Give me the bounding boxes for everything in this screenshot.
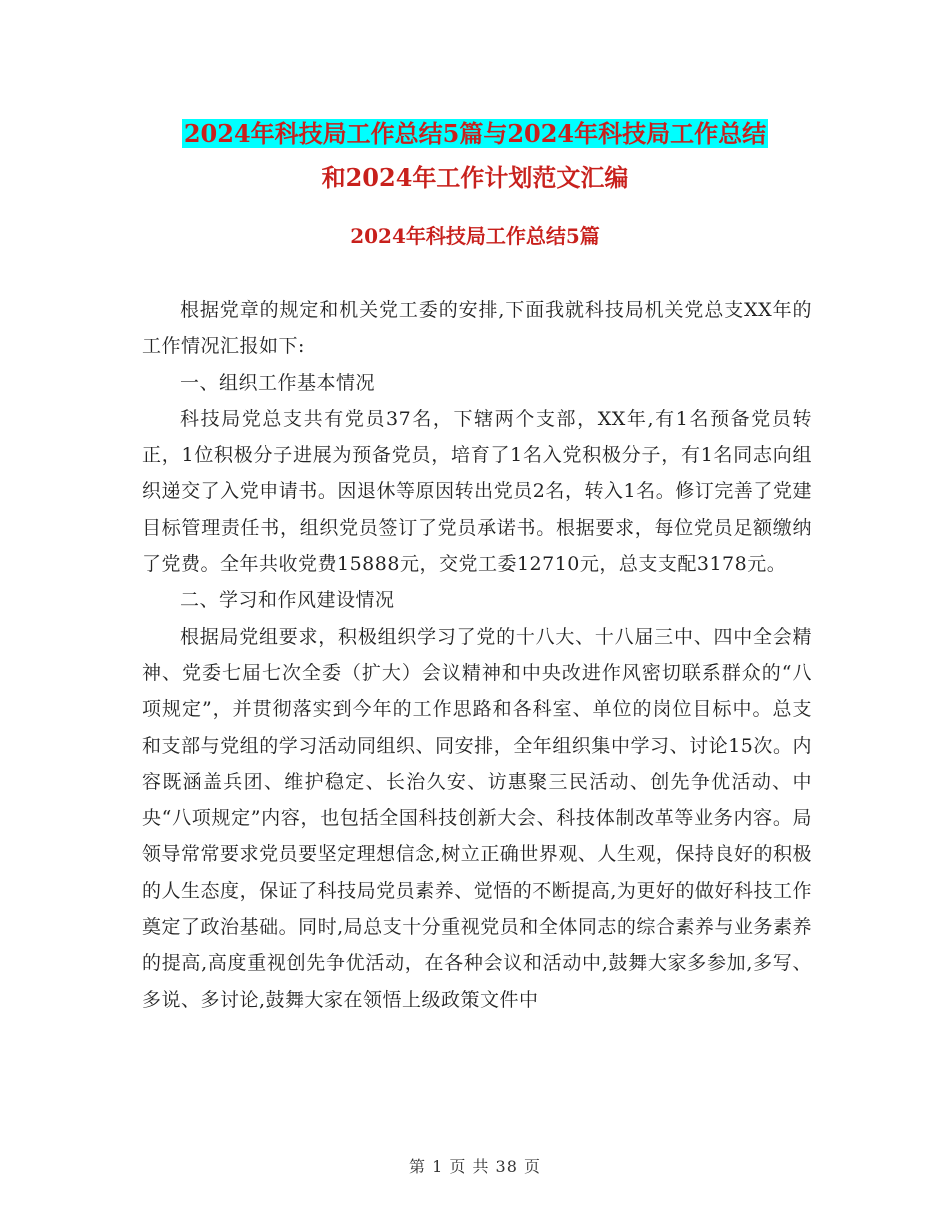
heading-study: 二、学习和作风建设情况: [180, 589, 395, 612]
paragraph-study: 根据局党组要求，积极组织学习了党的十八大、十八届三中、四中全会精神、党委七届七次全委（扩大）会议精神和中央改进作风密切联系群众的“八项规定”，并贯彻落实到今年的工作思路和各科室、单位的岗位目标中。总支和支部与党组的学习活动同组织、同安排，全年组织集中学习、讨论15次。内容既涵盖兵团、维护稳定、长治久安、访惠聚三民活动、创先争优活动、中央“八项规定”内容，也包括全国科技创新大会、科技体制改革等业务内容。局领导常常要求党员要坚定理想信念,树立正确世界观、人生观，保持良好的积极的人生态度，保证了科技局党员素养、觉悟的不断提高,为更好的做好科技工作奠定了政治基础。同时,局总支十分重视党员和全体同志的综合素养与业务素养的提高,高度重视创先争优活动，在各种会议和活动中,鼓舞大家多参加,多写、多说、多讨论,鼓舞大家在领悟上级政策文件中: [142, 625, 812, 1011]
document-body: [142, 292, 812, 1018]
title-line-2: 和2024年工作计划范文汇编: [321, 163, 629, 192]
heading-organization: 一、组织工作基本情况: [180, 371, 376, 394]
paragraph-intro: 根据党章的规定和机关党工委的安排,下面我就科技局机关党总支XX年的工作情况汇报如下:: [142, 299, 812, 358]
paragraph-organization: 科技局党总支共有党员37名，下辖两个支部，XX年,有1名预备党员转正，1位积极分子进展为预备党员，培育了1名入党积极分子，有1名同志向组织递交了入党申请书。因退休等原因转出党员2名，转入1名。修订完善了党建目标管理责任书，组织党员签订了党员承诺书。根据要求，每位党员足额缴纳了党费。全年共收党费15888元，交党工委12710元，总支支配3178元。: [142, 407, 812, 576]
title-line-1: 2024年科技局工作总结5篇与2024年科技局工作总结: [183, 119, 767, 148]
page-number-footer: 第 1 页 共 38 页: [409, 1157, 541, 1176]
document-title: [0, 112, 950, 200]
section-title: 2024年科技局工作总结5篇: [350, 224, 600, 248]
